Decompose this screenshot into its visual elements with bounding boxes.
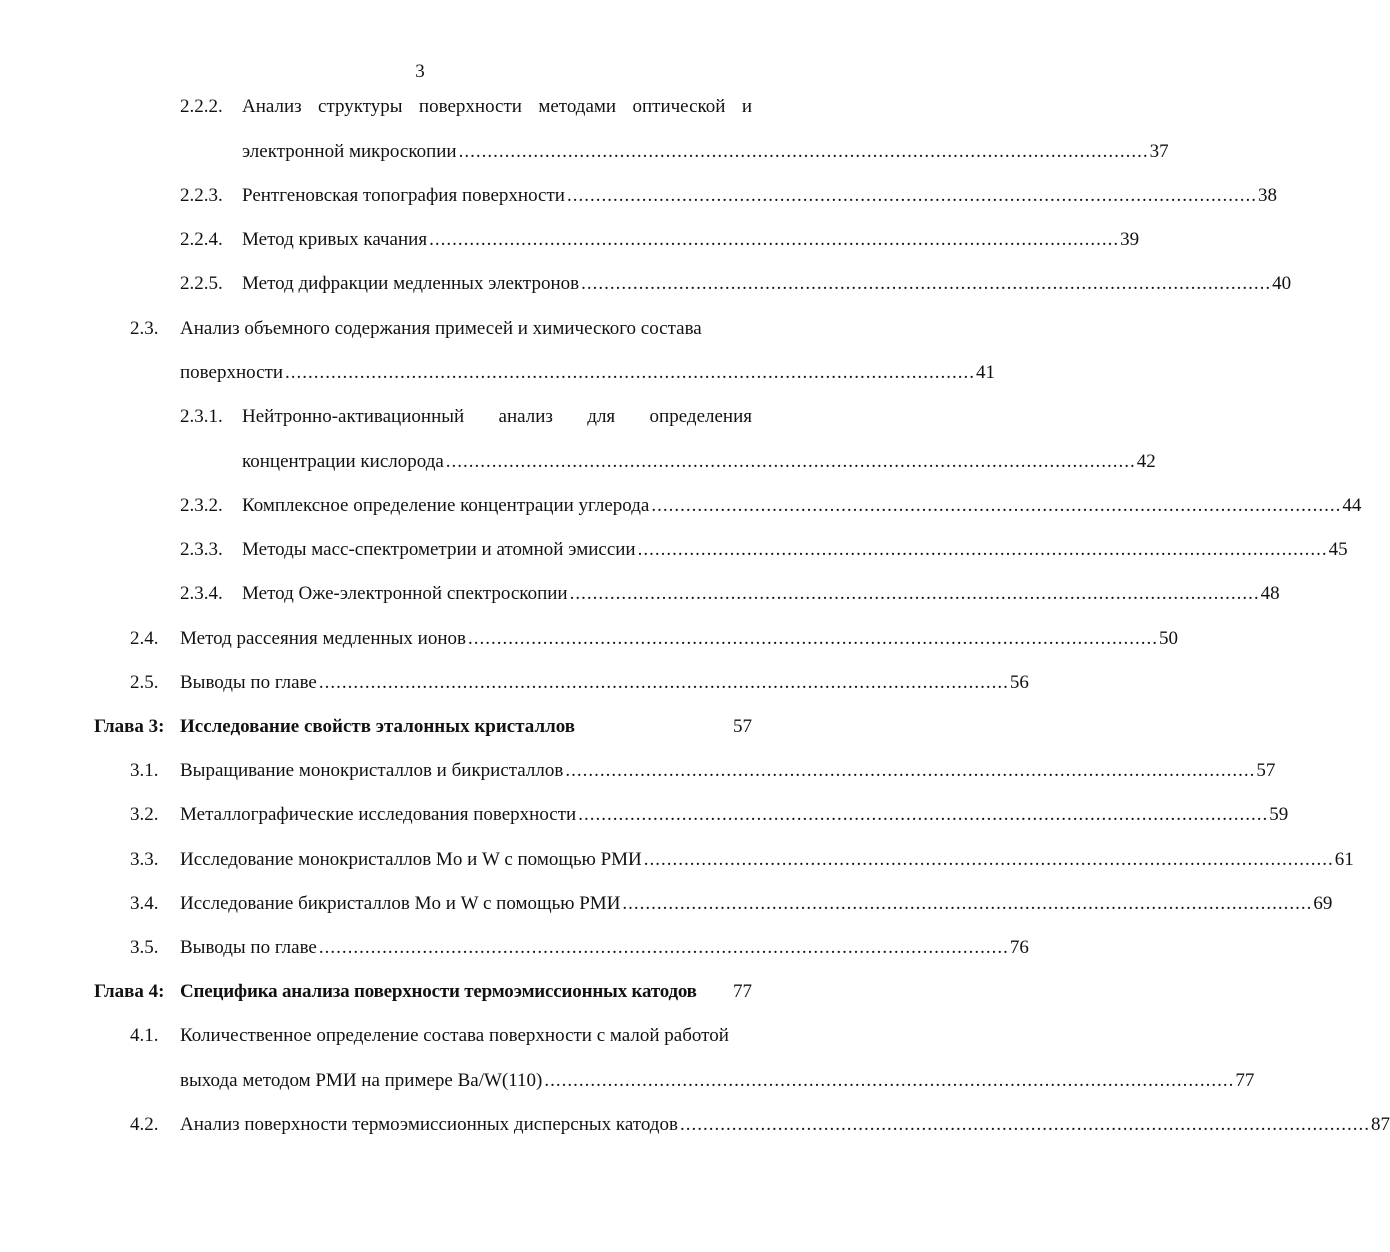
toc-number: 2.2.5. [180,273,223,294]
toc-page: 57 [1256,760,1276,781]
toc-title: Выводы по главе [180,672,317,693]
toc-page: 76 [1009,937,1029,958]
toc-title: Метод дифракции медленных электронов [242,273,580,294]
toc-number: 2.5. [130,672,159,693]
toc-number: 3.4. [130,893,159,914]
toc-title-line1: Анализ объемного содержания примесей и химического состава [180,318,702,339]
toc-leader: ........................................................................................................................ [544,1070,1235,1091]
toc-leader: ........................................................................................................................ [445,451,1136,472]
toc-chapter-title: Исследование свойств эталонных кристаллов [180,716,576,737]
toc-number: 3.1. [130,760,159,781]
toc-leader: ........................................................................................................................ [458,141,1149,162]
toc-title: Метод Оже-электронной спектроскопии [242,583,568,604]
toc-number: 2.2.2. [180,96,223,117]
toc-leader: ........................................................................................................................ [318,937,1009,958]
toc-page: 44 [1342,495,1362,516]
toc-leader: ........................................................................................................................ [679,1114,1370,1135]
toc-page: 40 [1272,273,1292,294]
toc-page: 37 [1149,141,1169,162]
toc-number: 3.5. [130,937,159,958]
toc-title: Выращивание монокристаллов и бикристаллов [180,760,564,781]
toc-page: 87 [1370,1114,1390,1135]
toc-leader: ........................................................................................................................ [569,583,1260,604]
toc-page: 77 [733,981,752,1002]
toc-page: 38 [1257,185,1277,206]
toc-number: 2.4. [130,628,159,649]
toc-title: Выводы по главе [180,937,317,958]
toc-page: 42 [1136,451,1156,472]
toc-page: 61 [1334,849,1354,870]
toc-leader: ........................................................................................................................ [467,628,1158,649]
toc-title-line2: концентрации кислорода [242,451,444,472]
toc-number: 2.2.3. [180,185,223,206]
toc-title: Метод рассеяния медленных ионов [180,628,466,649]
toc-page: 48 [1260,583,1280,604]
toc-number: 4.2. [130,1114,159,1135]
toc-number: 3.2. [130,804,159,825]
toc-title: Методы масс-спектрометрии и атомной эмиссии [242,539,636,560]
toc-leader: ........................................................................................................................ [565,760,1256,781]
toc-title: Рентгеновская топография поверхности [242,185,565,206]
toc-title-line1: Нейтронно-активационный анализ для определения [242,406,752,427]
toc-leader: ........................................................................................................................ [429,229,1120,250]
toc-page: 59 [1269,804,1289,825]
toc-leader: ........................................................................................................................ [581,273,1272,294]
toc-page: 57 [733,716,752,737]
toc-chapter-number: Глава 3: [94,716,165,737]
toc-title: Металлографические исследования поверхности [180,804,577,825]
toc-title-line2: выхода методом РМИ на примере Ba/W(110) [180,1070,543,1091]
toc-chapter-title: Специфика анализа поверхности термоэмиссионных катодов [180,981,697,1002]
toc-leader: ........................................................................................................................ [622,893,1313,914]
toc-leader: ........................................................................................................................ [651,495,1342,516]
toc-page: 41 [976,362,996,383]
toc-number: 2.3.1. [180,406,223,427]
toc-title-line1: Количественное определение состава поверхности с малой работой [180,1025,729,1046]
page-number: 3 [415,61,425,82]
toc-title: Комплексное определение концентрации углерода [242,495,650,516]
toc-title: Исследование монокристаллов Mo и W с помощью РМИ [180,849,642,870]
toc-title-line2: поверхности [180,362,284,383]
toc-title: Исследование бикристаллов Mo и W с помощью РМИ [180,893,621,914]
toc-number: 2.3.4. [180,583,223,604]
toc-number: 2.2.4. [180,229,223,250]
toc-leader: ........................................................................................................................ [318,672,1009,693]
toc-title-line1: Анализ структуры поверхности методами оптической и [242,96,752,117]
toc-leader: ........................................................................................................................ [637,539,1328,560]
toc-page: 39 [1120,229,1140,250]
toc-leader: ........................................................................................................................ [285,362,976,383]
toc-number: 2.3. [130,318,159,339]
toc-title: Анализ поверхности термоэмиссионных дисперсных катодов [180,1114,678,1135]
toc-page: 77 [1235,1070,1255,1091]
toc-leader: ........................................................................................................................ [566,185,1257,206]
toc-chapter-number: Глава 4: [94,981,165,1002]
toc-title: Метод кривых качания [242,229,428,250]
toc-page: 56 [1009,672,1029,693]
toc-number: 4.1. [130,1025,159,1046]
toc-page: 69 [1313,893,1333,914]
toc-page: 45 [1328,539,1348,560]
toc-number: 3.3. [130,849,159,870]
toc-leader: ........................................................................................................................ [643,849,1334,870]
toc-number: 2.3.3. [180,539,223,560]
toc-number: 2.3.2. [180,495,223,516]
toc-leader: ........................................................................................................................ [578,804,1269,825]
toc-page: 50 [1158,628,1178,649]
toc-title-line2: электронной микроскопии [242,141,457,162]
